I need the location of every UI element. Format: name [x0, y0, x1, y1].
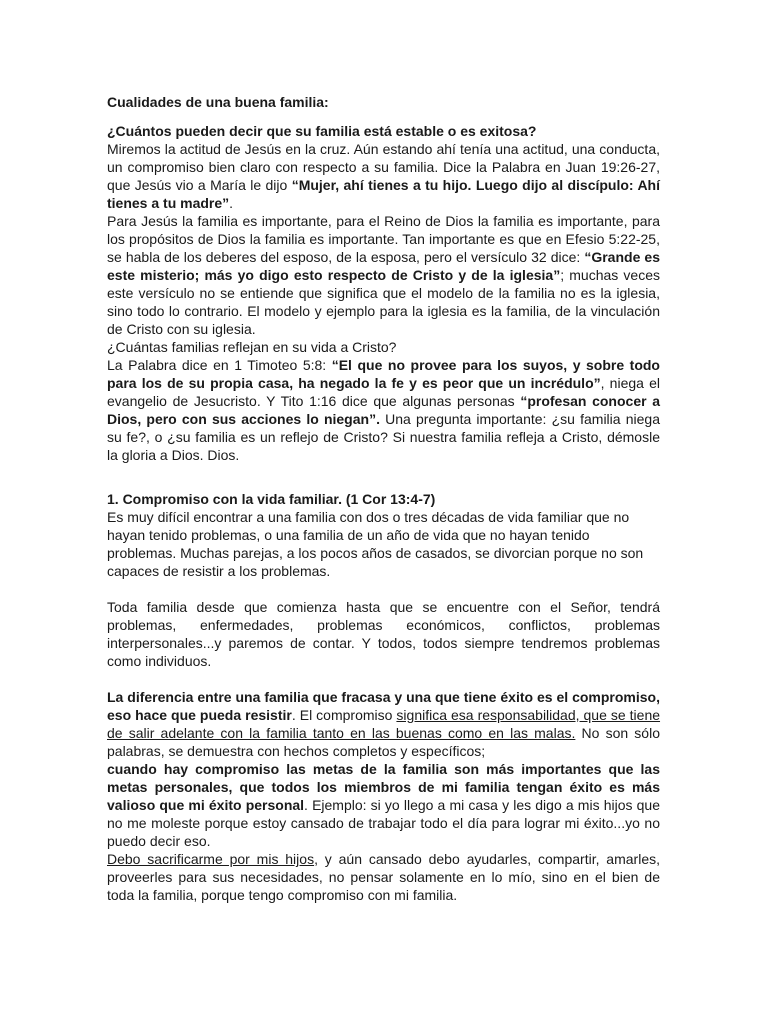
section-2-paragraph: Toda familia desde que comienza hasta que se encuentre con el Señor, tendrá problemas, enfermedades, problemas económicos, conflictos, problemas interpersonales...y paremos de contar. Y todos, todos siempre tendremos problemas como individuos. [107, 599, 660, 669]
bold-quote: “El que no provee para los suyos, y sobre todo para los de su propia casa, ha negado la fe y es peor que un incrédulo” [107, 357, 660, 391]
underlined-text: Debo sacrificarme por mis hijos [107, 851, 315, 867]
text-run: , niega el evangelio de Jesucristo. Y Tito 1:16 dice que algunas personas [107, 375, 660, 409]
intro-paragraph-2 [107, 212, 660, 338]
intro-paragraph-1 [107, 140, 660, 212]
text-run: , y aún cansado debo ayudarles, compartir, amarles, proveerles para sus necesidades, no pensar solamente en lo mío, sino en el bien de toda la familia, porque tengo compromiso con mi familia. [107, 851, 660, 903]
section-3-paragraph-1 [107, 688, 660, 760]
text-run: No son sólo palabras, se demuestra con hechos completos y específicos; [107, 725, 660, 759]
intro-section [107, 122, 660, 464]
text-run: Una pregunta importante: ¿su familia niega su fe?, o ¿su familia es un reflejo de Cristo? Si nuestra familia refleja a Cristo, démosle la gloria a Dios. Dios. [107, 411, 660, 463]
section-1 [107, 490, 660, 580]
section-1-paragraph: Es muy difícil encontrar a una familia con dos o tres décadas de vida familiar que no hayan tenido problemas, o una familia de un año de vida que no hayan tenido problemas. Muchas parejas, a los pocos años de casados, se divorcian porque no son capaces de resistir a los problemas. [107, 509, 644, 579]
section-1-heading: 1. Compromiso con la vida familiar. (1 Cor 13:4-7) [107, 491, 436, 507]
intro-question: ¿Cuántos pueden decir que su familia está estable o es exitosa? [107, 123, 537, 139]
text-run: ; muchas veces este versículo no se entiende que significa que el modelo de la familia no es la iglesia, sino todo lo contrario. El modelo y ejemplo para la iglesia es la familia, de la vinculación de Cristo con su iglesia. [107, 267, 660, 337]
intro-paragraph-3: ¿Cuántas familias reflejan en su vida a Cristo? [107, 339, 397, 355]
text-run: Miremos la actitud de Jesús en la cruz. Aún estando ahí tenía una actitud, una conducta, un compromiso bien claro con respecto a su familia. Dice la Palabra en Juan 19:26-27, que Jesús vio a María le dijo [107, 141, 660, 193]
text-run: Para Jesús la familia es importante, para el Reino de Dios la familia es importante, para los propósitos de Dios la familia es importante. Tan importante es que en Efesio 5:22-25, se habla de los deberes del esposo, de la esposa, pero el versículo 32 dice: [107, 213, 660, 265]
text-run: . El compromiso [291, 707, 397, 723]
bold-quote: “profesan conocer a Dios, pero con sus acciones lo niegan”. [107, 393, 660, 427]
section-2 [107, 598, 660, 670]
bold-quote: “Grande es este misterio; más yo digo esto respecto de Cristo y de la iglesia” [107, 249, 660, 283]
section-3-paragraph-3 [107, 850, 660, 904]
text-run: La Palabra dice en 1 Timoteo 5:8: [107, 357, 332, 373]
text-run: . [229, 195, 234, 211]
document-title: Cualidades de una buena familia: [107, 94, 329, 110]
text-run: . Ejemplo: si yo llego a mi casa y les digo a mis hijos que no me moleste porque estoy cansado de trabajar todo el día para lograr mi éxito...yo no puedo decir eso. [107, 797, 660, 849]
bold-statement: cuando hay compromiso las metas de la familia son más importantes que las metas personales, que todos los miembros de mi familia tengan éxito es más valioso que mi éxito personal [107, 761, 660, 813]
section-3-paragraph-2 [107, 760, 660, 850]
intro-paragraph-4 [107, 356, 660, 464]
section-3 [107, 688, 660, 904]
underlined-text: significa esa responsabilidad, que se tiene de salir adelante con la familia tanto en las buenas como en las malas. [107, 707, 661, 741]
bold-quote: “Mujer, ahí tienes a tu hijo. Luego dijo al discípulo: Ahí tienes a tu madre” [107, 177, 660, 211]
bold-statement: La diferencia entre una familia que fracasa y una que tiene éxito es el compromiso, eso hace que pueda resistir [107, 689, 660, 723]
